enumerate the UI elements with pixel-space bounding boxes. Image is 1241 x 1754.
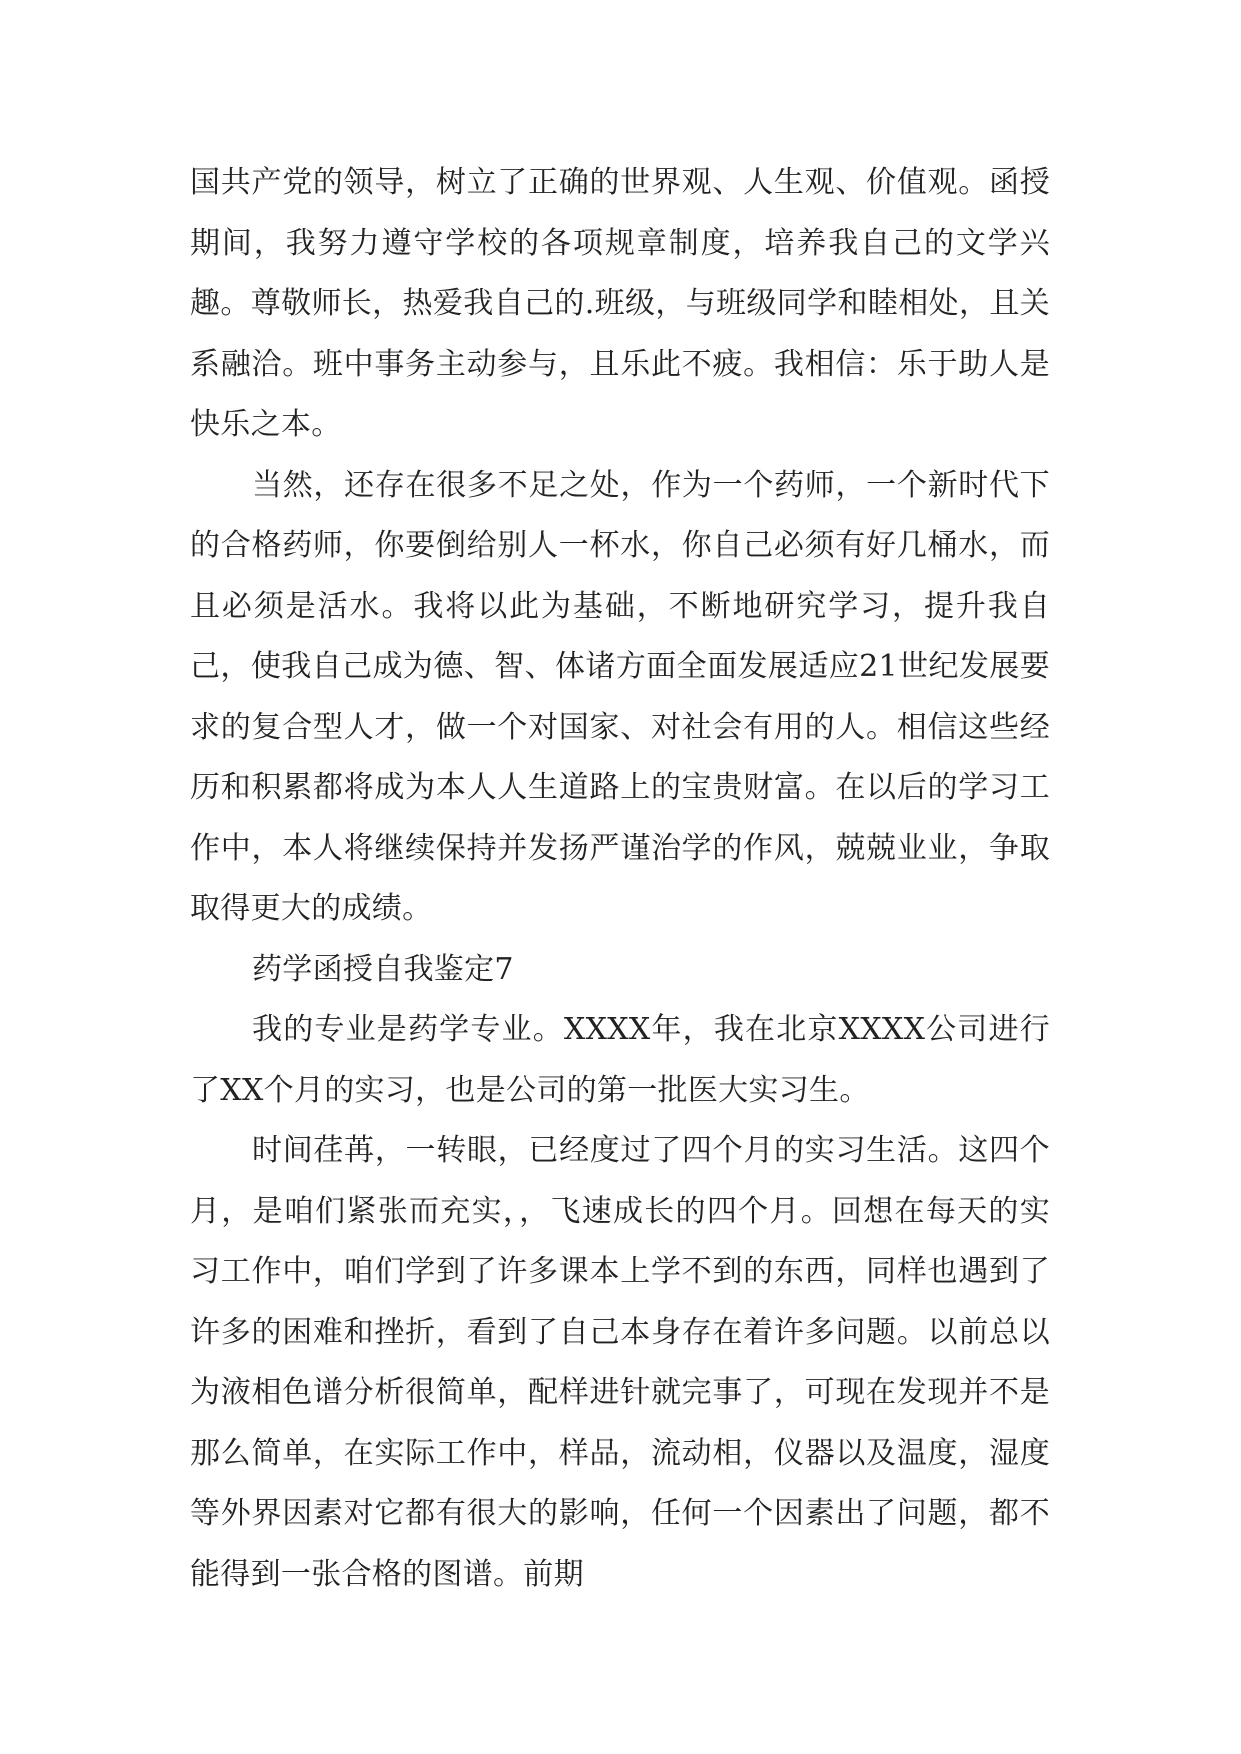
- paragraph-internship: 时间荏苒，一转眼，已经度过了四个月的实习生活。这四个月，是咱们紧张而充实，，飞速成长的四个月。回想在每天的实习工作中，咱们学到了许多课本上学不到的东西，同样也遇到了许多的困难和挫折，看到了自己本身存在着许多问题。以前总以为液相色谱分析很简单，配样进针就完事了，可现在发现并不是那么简单，在实际工作中，样品，流动相，仪器以及温度，湿度等外界因素对它都有很大的影响，任何一个因素出了问题，都不能得到一张合格的图谱。前期: [190, 1133, 1050, 1592]
- section-heading: 药学函授自我鉴定7: [252, 951, 514, 987]
- document-body: [190, 153, 1050, 1605]
- paragraph-shortcomings: 当然，还存在很多不足之处，作为一个药师，一个新时代下的合格药师，你要倒给别人一杯水，你自己必须有好几桶水，而且必须是活水。我将以此为基础，不断地研究学习，提升我自己，使我自己成为德、智、体诸方面全面发展适应21世纪发展要求的复合型人才，做一个对国家、对社会有用的人。相信这些经历和积累都将成为本人人生道路上的宝贵财富。在以后的学习工作中，本人将继续保持并发扬严谨治学的作风，兢兢业业，争取取得更大的成绩。: [190, 467, 1050, 926]
- paragraph-continuation: 国共产党的领导，树立了正确的世界观、人生观、价值观。函授期间，我努力遵守学校的各项规章制度，培养我自己的文学兴趣。尊敬师长，热爱我自己的.班级，与班级同学和睦相处，且关系融洽。班中事务主动参与，且乐此不疲。我相信：乐于助人是快乐之本。: [190, 165, 1050, 442]
- paragraph-major: 我的专业是药学专业。XXXX年，我在北京XXXX公司进行了XX个月的实习，也是公司的第一批医大实习生。: [190, 1012, 1050, 1108]
